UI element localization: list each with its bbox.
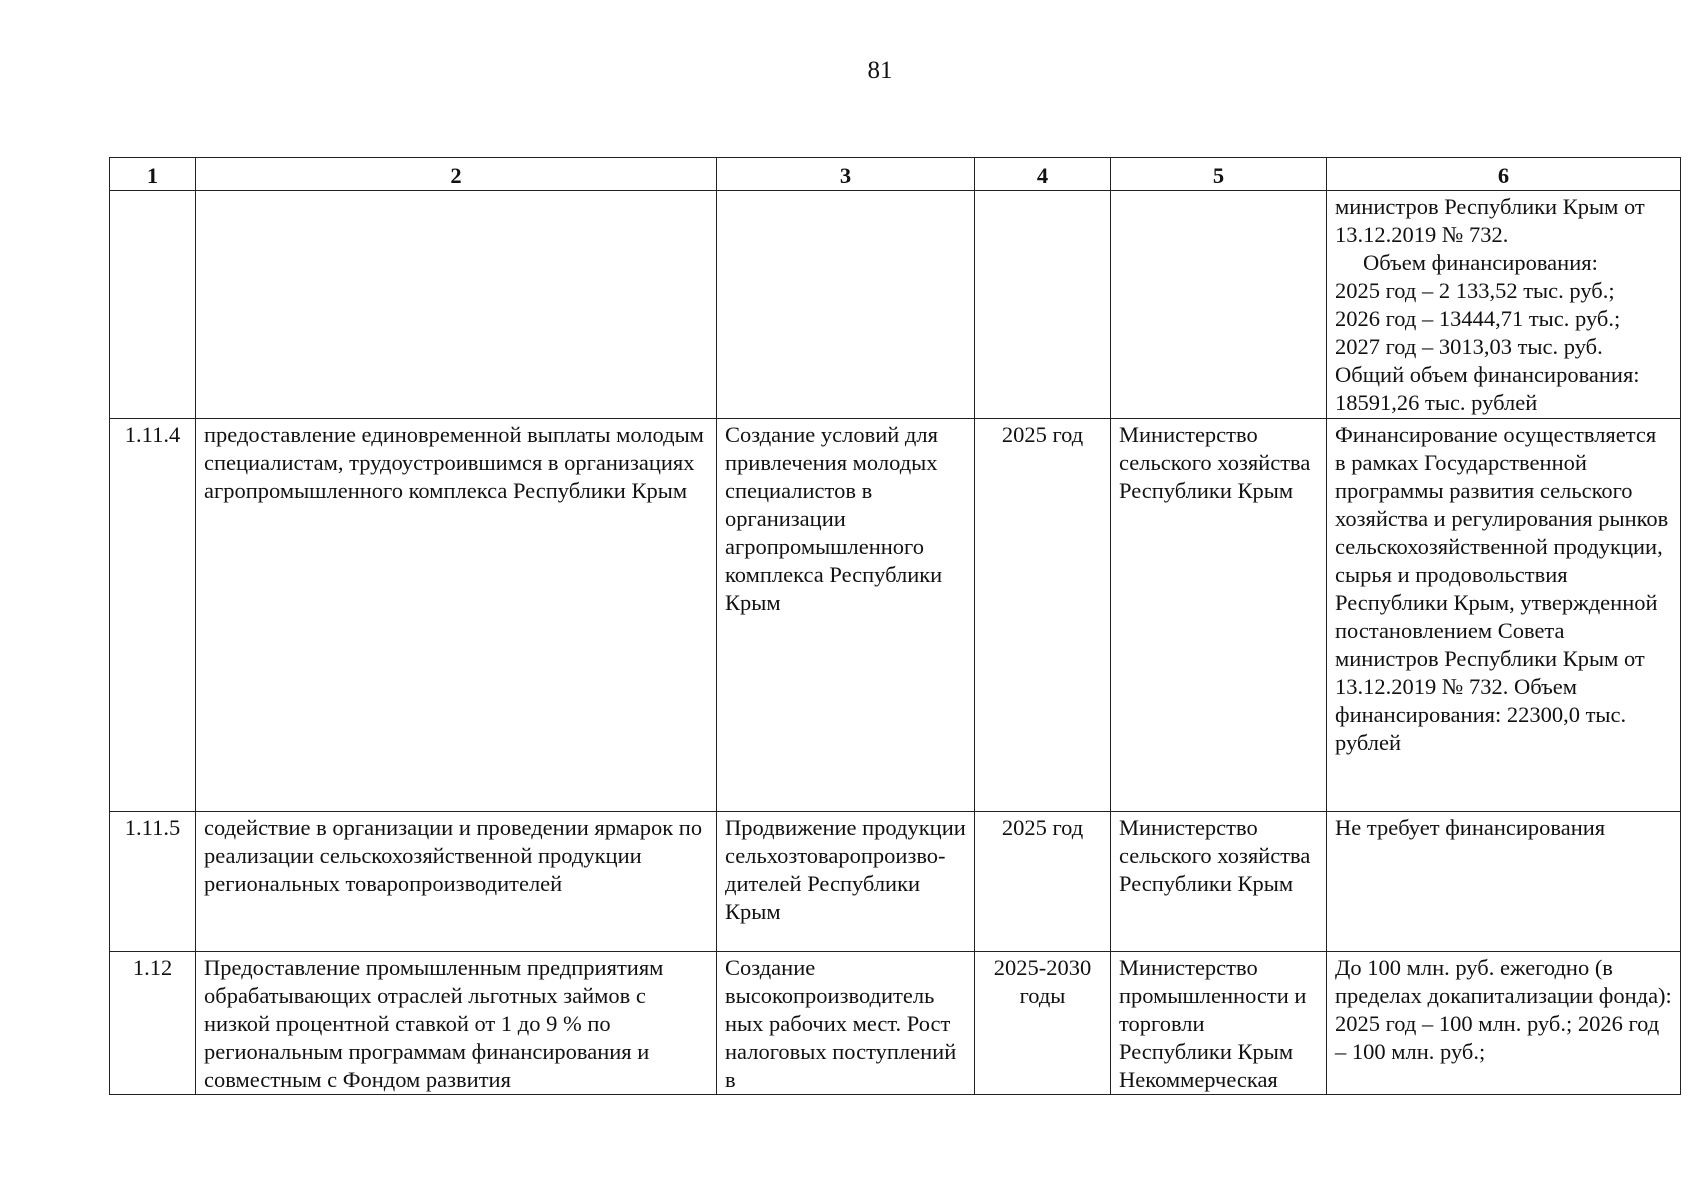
table-row: [110, 952, 1681, 1095]
row-period: 2025-2030 годы: [975, 952, 1111, 1095]
row-financing: Не требует финансирования: [1327, 812, 1681, 952]
cont-financing-line: 2027 год – 3013,03 тыс. руб.: [1335, 334, 1603, 359]
cont-cell-1: [110, 191, 196, 419]
cont-financing-line: 2025 год – 2 133,52 тыс. руб.;: [1335, 278, 1615, 303]
row-period: 2025 год: [975, 812, 1111, 952]
measures-table: [109, 157, 1681, 1095]
row-result: Создание высокопроизводитель ных рабочих мест. Рост налоговых поступлений в: [717, 952, 975, 1095]
cont-cell-2: [196, 191, 717, 419]
header-col-1: 1: [110, 158, 196, 191]
row-number: 1.11.5: [110, 812, 196, 952]
cont-cell-4: [975, 191, 1111, 419]
row-executor: Министерство сельского хозяйства Республики Крым: [1111, 812, 1327, 952]
header-col-2: 2: [196, 158, 717, 191]
row-number: 1.11.4: [110, 419, 196, 812]
cont-financing-line: 13.12.2019 № 732.: [1335, 222, 1509, 247]
row-number: 1.12: [110, 952, 196, 1095]
page-number: 81: [867, 57, 893, 84]
cont-financing-line: Общий объем финансирования:: [1335, 362, 1640, 387]
row-period: 2025 год: [975, 419, 1111, 812]
row-result: Продвижение продукции сельхозтоваропроизво-дителей Республики Крым: [717, 812, 975, 952]
row-executor: Министерство промышленности и торговли Республики Крым Некоммерческая: [1111, 952, 1327, 1095]
cont-financing-line: 2026 год – 13444,71 тыс. руб.;: [1335, 306, 1621, 331]
row-financing: Финансирование осуществляется в рамках Государственной программы развития сельского хозяйства и регулирования рынков сельскохозяйственной продукции, сырья и продовольствия Республики Крым, утвержденной постановлением Совета министров Республики Крым от 13.12.2019 № 732. Объем финансирования: 22300,0 тыс. рублей: [1327, 419, 1681, 812]
header-col-4: 4: [975, 158, 1111, 191]
cont-cell-financing: [1327, 191, 1681, 419]
row-result: Создание условий для привлечения молодых специалистов в организации агропромышленного комплекса Республики Крым: [717, 419, 975, 812]
row-activity: предоставление единовременной выплаты молодым специалистам, трудоустроившимся в организациях агропромышленного комплекса Республики Крым: [196, 419, 717, 812]
header-col-6: 6: [1327, 158, 1681, 191]
header-col-5: 5: [1111, 158, 1327, 191]
row-financing: До 100 млн. руб. ежегодно (в пределах докапитализации фонда): 2025 год – 100 млн. руб.; 2026 год – 100 млн. руб.;: [1327, 952, 1681, 1095]
table-row-continuation: [110, 191, 1681, 419]
table-row: [110, 812, 1681, 952]
header-row: [110, 158, 1681, 191]
row-activity: Предоставление промышленным предприятиям обрабатывающих отраслей льготных займов с низкой процентной ставкой от 1 до 9 % по региональным программам финансирования и совместным с Фондом развития: [196, 952, 717, 1095]
cont-cell-5: [1111, 191, 1327, 419]
table-row: [110, 419, 1681, 812]
row-executor: Министерство сельского хозяйства Республики Крым: [1111, 419, 1327, 812]
cont-financing-line: министров Республики Крым от: [1335, 194, 1645, 219]
cont-cell-3: [717, 191, 975, 419]
row-activity: содействие в организации и проведении ярмарок по реализации сельскохозяйственной продукции региональных товаропроизводителей: [196, 812, 717, 952]
cont-financing-volume-heading: Объем финансирования:: [1363, 250, 1598, 275]
header-col-3: 3: [717, 158, 975, 191]
cont-financing-line: 18591,26 тыс. рублей: [1335, 390, 1538, 415]
